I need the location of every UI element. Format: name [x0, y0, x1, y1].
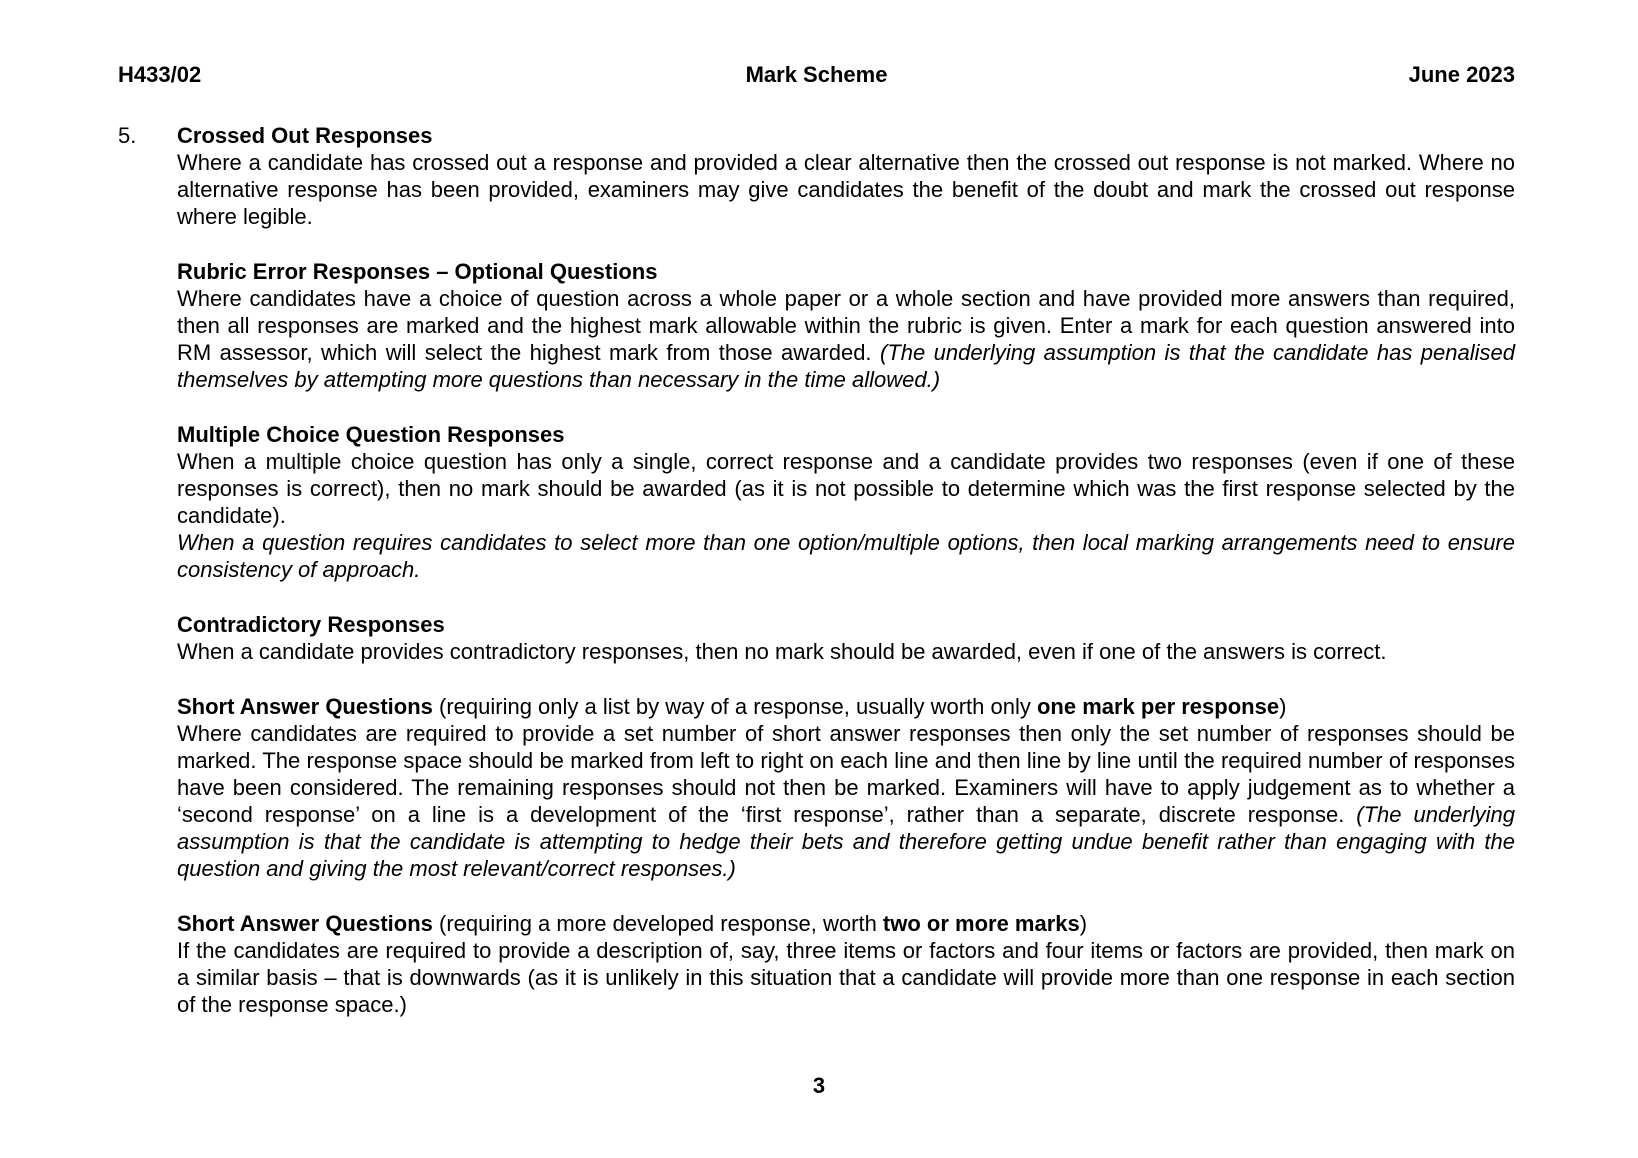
text-run: Rubric Error Responses – Optional Questions [177, 259, 658, 284]
document-section [177, 611, 1515, 665]
paragraph [177, 720, 1515, 882]
paragraph [177, 937, 1515, 1018]
text-run: Where a candidate has crossed out a response and provided a clear alternative then the crossed out response is not marked. Where no alternative response has been provided, examiners may give candidates the benefit of the doubt and mark the crossed out response where legible. [177, 150, 1515, 229]
section-heading [177, 910, 1515, 937]
paragraph [177, 448, 1515, 529]
document-section [177, 910, 1515, 1018]
text-run: ) [1079, 911, 1088, 936]
text-run: (The underlying assumption is that the candidate is attempting to hedge their bets and therefore getting undue benefit rather than engaging with the question and giving the most relevant/correct responses.) [177, 802, 1515, 881]
section-heading [177, 421, 1515, 448]
text-run: Short Answer Questions [177, 911, 433, 936]
text-run: When a candidate provides contradictory responses, then no mark should be awarded, even if one of the answers is correct. [177, 639, 1387, 664]
section-heading [177, 122, 1515, 149]
text-run: ) [1279, 694, 1287, 719]
text-run: Contradictory Responses [177, 612, 445, 637]
paragraph [177, 529, 1515, 583]
text-run: (requiring a more developed response, worth [432, 911, 883, 936]
text-run: (The underlying assumption is that the candidate has penalised themselves by attempting more questions than necessary in the time allowed.) [177, 340, 1515, 392]
paragraph [177, 285, 1515, 393]
text-run: Multiple Choice Question Responses [177, 422, 565, 447]
text-run: one mark per response [1036, 694, 1280, 719]
section-heading [177, 611, 1515, 638]
document-section [177, 258, 1515, 393]
text-run: Crossed Out Responses [177, 123, 433, 148]
text-run: two or more marks [882, 911, 1080, 936]
text-run: When a multiple choice question has only a single, correct response and a candidate provides two responses (even if one of these responses is correct), then no mark should be awarded (as it is not possible to determine which was the first response selected by the candidate). [177, 449, 1515, 528]
section-heading [177, 258, 1515, 285]
text-run: When a question requires candidates to select more than one option/multiple options, then local marking arrangements need to ensure consistency of approach. [177, 530, 1515, 582]
text-run: (requiring only a list by way of a response, usually worth only [432, 694, 1037, 719]
header-date: June 2023 [1408, 62, 1516, 87]
header-doc-code: H433/02 [118, 62, 202, 87]
page-number: 3 [812, 1073, 826, 1098]
paragraph [177, 638, 1515, 665]
list-item-number: 5. [118, 123, 137, 148]
document-section [177, 693, 1515, 882]
text-run: Where candidates are required to provide a set number of short answer responses then only the set number of responses should be marked. The response space should be marked from left to right on each line and then line by line until the required number of responses have been considered. The remaining responses should not then be marked. Examiners will have to apply judgement as to whether a ‘second response’ on a line is a development of the ‘first response’, rather than a separate, discrete response. [177, 721, 1515, 827]
document-section [177, 421, 1515, 583]
paragraph [177, 149, 1515, 230]
section-heading [177, 693, 1515, 720]
page-footer [0, 1072, 1638, 1099]
page-header [118, 61, 1515, 88]
text-run: Short Answer Questions [177, 694, 433, 719]
text-run: If the candidates are required to provide a description of, say, three items or factors and four items or factors are provided, then mark on a similar basis – that is downwards (as it is unlikely in this situation that a candidate will provide more than one response in each section of the response space.) [177, 938, 1515, 1017]
sections-container [177, 122, 1515, 1018]
document-section [177, 122, 1515, 230]
header-title: Mark Scheme [745, 62, 888, 87]
document-body [118, 122, 1515, 1046]
text-run: Where candidates have a choice of question across a whole paper or a whole section and have provided more answers than required, then all responses are marked and the highest mark allowable within the rubric is given. Enter a mark for each question answered into RM assessor, which will select the highest mark from those awarded. [177, 286, 1515, 365]
